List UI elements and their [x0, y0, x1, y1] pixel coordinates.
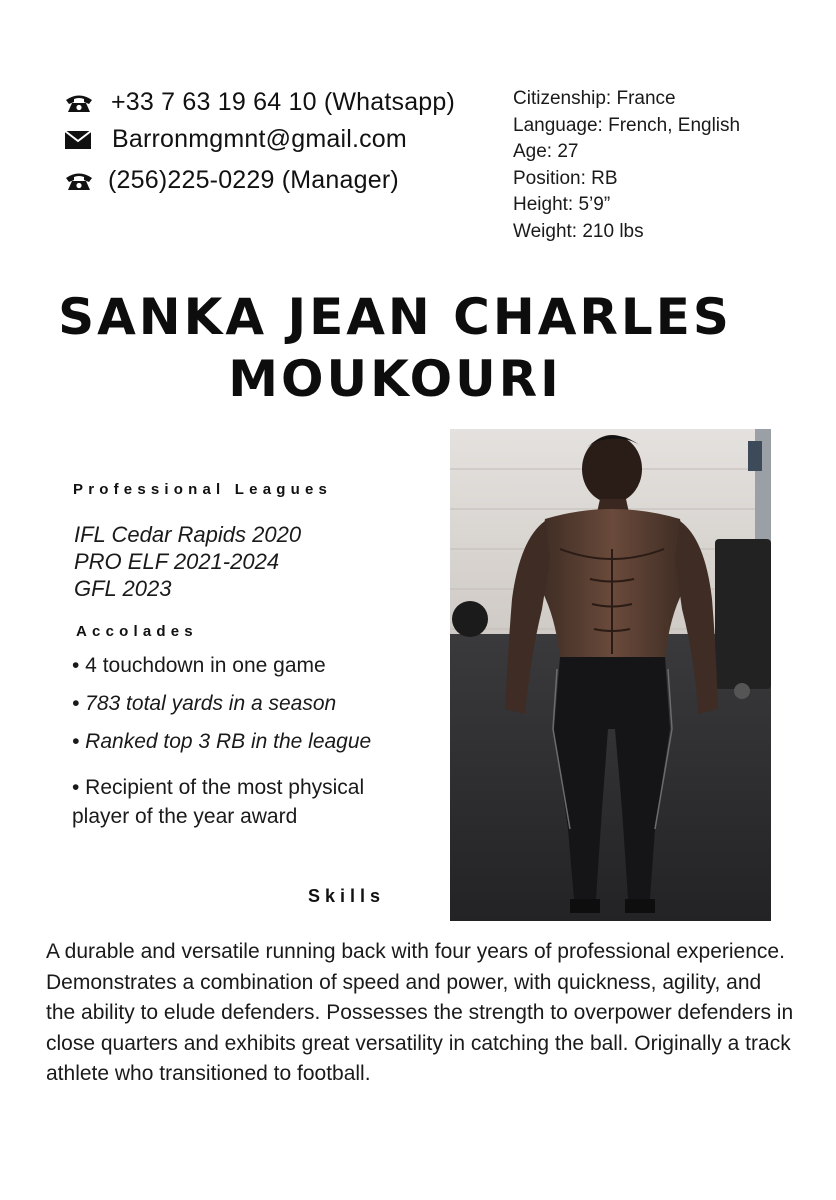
phone-manager-text[interactable]: (256)225-0229 (Manager): [108, 166, 399, 194]
list-item: PRO ELF 2021-2024: [74, 549, 280, 574]
telephone-icon: [64, 90, 98, 116]
list-item: • 4 touchdown in one game: [72, 654, 326, 677]
phone-whatsapp-text[interactable]: +33 7 63 19 64 10 (Whatsapp): [111, 88, 456, 116]
list-item: GFL 2023: [74, 576, 172, 601]
citizenship: Citizenship: France: [513, 88, 676, 109]
accolades-heading: Accolades: [76, 623, 198, 640]
language: Language: French, English: [513, 114, 741, 136]
skills-heading: Skills: [308, 886, 386, 906]
contact-manager: [64, 166, 399, 195]
personal-info: [513, 86, 740, 245]
list-item: • 783 total yards in a season: [72, 692, 337, 715]
contact-whatsapp: [64, 88, 455, 117]
telephone-icon: [64, 168, 98, 194]
position: Position: RB: [513, 167, 618, 189]
skills-description: A durable and versatile running back with four years of professional experience. Demonstrates a combination of speed and power, with quickness, agility, and the ability to elude defenders. Possesses the strength to overpower defenders in close quarters and exhibits great versatility in catching the ball. Originally a track athlete who transitioned to football.: [46, 940, 794, 1085]
email-text[interactable]: Barronmgmnt@gmail.com: [112, 125, 407, 153]
height: Height: 5’9”: [513, 194, 611, 215]
age: Age: 27: [513, 141, 579, 162]
list-item: • Recipient of the most physical: [72, 776, 365, 799]
list-item: • Ranked top 3 RB in the league: [72, 730, 372, 753]
leagues-list: [74, 521, 301, 602]
weight: Weight: 210 lbs: [513, 220, 644, 242]
leagues-heading: Professional Leagues: [73, 481, 333, 498]
player-name-line1: SANKA JEAN CHARLES: [58, 288, 732, 346]
contact-email: [64, 125, 407, 154]
list-item: IFL Cedar Rapids 2020: [74, 522, 302, 547]
player-photo: [450, 429, 771, 921]
player-name-line2: MOUKOURI: [228, 350, 562, 408]
list-item: player of the year award: [72, 805, 298, 828]
envelope-icon: [64, 127, 98, 153]
